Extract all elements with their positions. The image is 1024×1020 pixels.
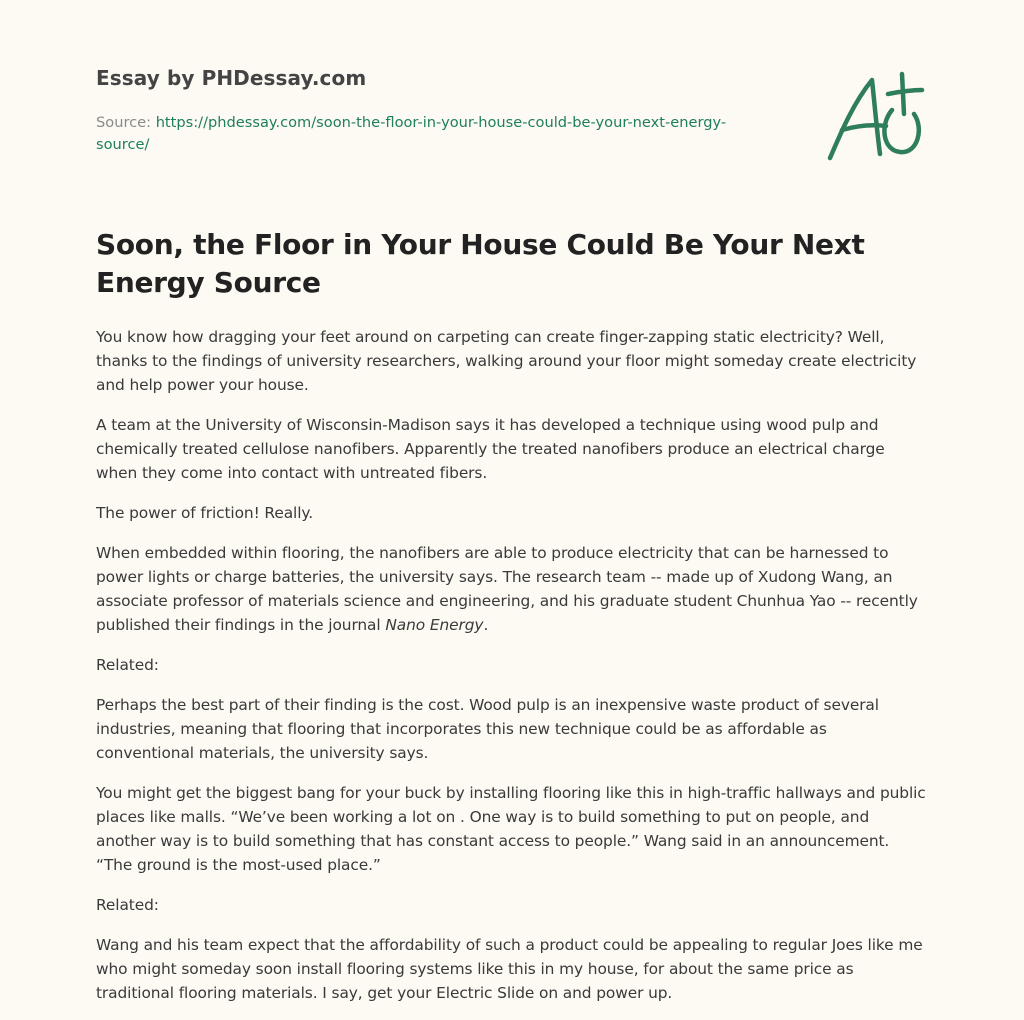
paragraph: Perhaps the best part of their finding is the cost. Wood pulp is an inexpensive waste product of several industries, meaning that flooring that incorporates this new technique could be as affordable as conventional materials, the university says. — [96, 696, 879, 762]
article-title: Soon, the Floor in Your House Could Be Your Next Energy Source — [96, 228, 865, 299]
paragraph — [96, 541, 926, 637]
paragraph: You might get the biggest bang for your buck by installing flooring like this in high-traffic hallways and public places like malls. “We’ve been working a lot on . One way is to build something to put on people, and another way is to build something that has constant access to people.” Wang said in an announcement. “The ground is the most-used place.” — [96, 784, 926, 874]
paragraph: A team at the University of Wisconsin-Madison says it has developed a technique using wood pulp and chemically treated cellulose nanofibers. Apparently the treated nanofibers produce an electrical charge when they come into contact with untreated fibers. — [96, 416, 885, 482]
brand-name: Essay by PHDessay.com — [96, 66, 367, 90]
paragraph-end: . — [483, 616, 489, 634]
source-line — [96, 112, 776, 156]
paragraph: You know how dragging your feet around on carpeting can create finger-zapping static electricity? Well, thanks to the findings of university researchers, walking around your floor might someday create electricity and help power your house. — [96, 328, 917, 394]
paragraph: Wang and his team expect that the affordability of such a product could be appealing to regular Joes like me who might someday soon install flooring systems like this in my house, for about the same price as traditional flooring materials. I say, get your Electric Slide on and power up. — [96, 936, 923, 1002]
source-link[interactable]: https://phdessay.com/soon-the-floor-in-your-house-could-be-your-next-energy-source/ — [96, 114, 727, 153]
article-body — [96, 325, 926, 1020]
related-label: Related: — [96, 656, 159, 674]
a-plus-grade-icon — [820, 68, 930, 164]
essay-header — [96, 64, 926, 156]
source-label: Source: — [96, 114, 152, 131]
related-label: Related: — [96, 896, 159, 914]
journal-name: Nano Energy — [385, 616, 484, 634]
paragraph: The power of friction! Really. — [96, 504, 313, 522]
paragraph-text: When embedded within flooring, the nanofibers are able to produce electricity that can be harnessed to power lights or charge batteries, the university says. The research team -- made up of Xudong Wang, an associate professor of materials science and engineering, and his graduate student Chunhua Yao -- recently published their findings in the journal — [96, 544, 918, 634]
